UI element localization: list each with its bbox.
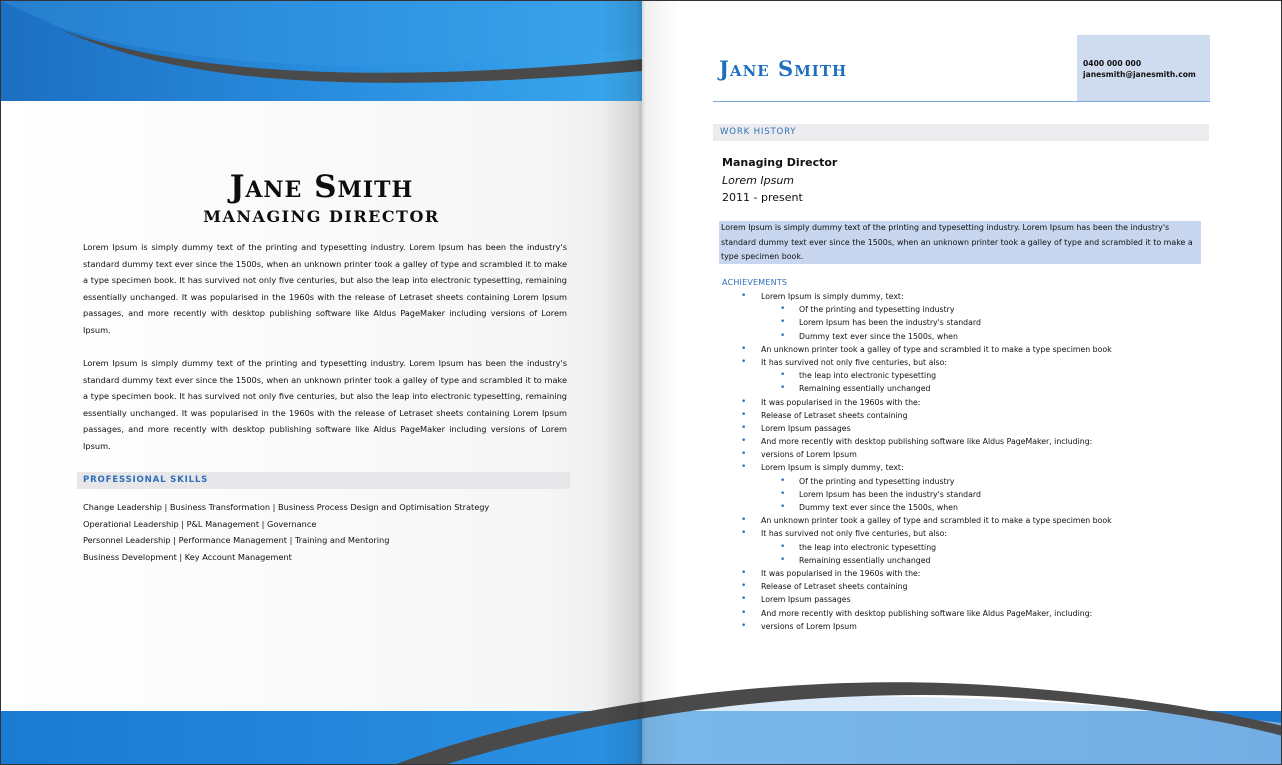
achievement-item <box>722 475 1112 488</box>
achievement-item <box>722 356 1112 369</box>
bullet-icon: • <box>741 515 747 526</box>
achievement-item <box>722 435 1112 448</box>
achievement-text: the leap into electronic typesetting <box>799 542 937 552</box>
email-address: janesmith@janesmith.com <box>1083 70 1196 79</box>
contact-box <box>1077 35 1210 101</box>
right-page <box>642 1 1282 765</box>
achievement-text: Lorem Ipsum passages <box>761 595 851 605</box>
bullet-icon: • <box>741 462 747 473</box>
achievement-item <box>722 501 1112 514</box>
bullet-icon: • <box>741 567 747 578</box>
achievement-item <box>722 620 1112 633</box>
skills-line: Business Development | Key Account Management <box>83 551 292 562</box>
achievement-text: Lorem Ipsum is simply dummy, text: <box>761 463 904 473</box>
bullet-icon: • <box>780 317 786 328</box>
bullet-icon: • <box>741 422 747 433</box>
achievement-item <box>722 461 1112 474</box>
achievement-text: Lorem Ipsum passages <box>761 423 851 433</box>
bullet-icon: • <box>780 304 786 315</box>
achievement-text: It has survived not only five centuries, but also: <box>761 357 947 367</box>
bullet-icon: • <box>741 594 747 605</box>
achievement-item <box>722 607 1112 620</box>
achievement-item <box>722 422 1112 435</box>
work-history-section-header <box>713 124 1209 141</box>
resume-name: Jane Smith <box>719 56 848 81</box>
left-page <box>1 1 642 765</box>
bullet-icon: • <box>741 396 747 407</box>
achievement-text: Remaining essentially unchanged <box>799 384 931 394</box>
achievement-item <box>722 488 1112 501</box>
skills-line: Operational Leadership | P&L Management | Governance <box>83 518 317 529</box>
achievement-text: Of the printing and typesetting industry <box>799 305 955 315</box>
achievement-text: Lorem Ipsum has been the industry's standard <box>799 318 981 328</box>
bullet-icon: • <box>741 607 747 618</box>
phone-number: 0400 000 000 <box>1083 59 1142 68</box>
achievement-text: Release of Letraset sheets containing <box>761 410 908 420</box>
bullet-icon: • <box>780 370 786 381</box>
bullet-icon: • <box>780 541 786 552</box>
achievement-text: Remaining essentially unchanged <box>799 555 931 565</box>
achievement-text: Release of Letraset sheets containing <box>761 582 908 592</box>
achievement-text: versions of Lorem Ipsum <box>761 621 857 631</box>
job-title: Managing Director <box>722 156 838 169</box>
achievement-text: It was popularised in the 1960s with the: <box>761 397 921 407</box>
skills-list <box>83 499 489 565</box>
cover-name: Jane Smith <box>229 169 414 205</box>
bullet-icon: • <box>741 291 747 301</box>
bullet-icon: • <box>741 343 747 354</box>
achievement-text: Dummy text ever since the 1500s, when <box>799 503 958 512</box>
bullet-icon: • <box>780 554 786 565</box>
bullet-icon: • <box>741 356 747 367</box>
work-history-heading: WORK HISTORY <box>720 127 797 137</box>
achievement-text: Of the printing and typesetting industry <box>799 476 955 486</box>
achievement-item <box>722 343 1112 356</box>
achievement-text: It has survived not only five centuries, but also: <box>761 529 947 539</box>
bullet-icon: • <box>780 475 786 486</box>
bullet-icon: • <box>780 502 786 512</box>
bullet-icon: • <box>741 409 747 420</box>
profile-paragraph-1: Lorem Ipsum is simply dummy text of the printing and typesetting industry. Lorem Ipsum has been the industry's standard dummy text ever since the 1500s, when an unknown printer took a galley of type and scrambled it to make a type specimen book. It has survived not only five centuries, but also the leap into electronic typesetting, remaining essentially unchanged. It was popularised in the 1960s with the release of Letraset sheets containing Lorem Ipsum passages, and more recently with desktop publishing software like Aldus PageMaker including versions of Lorem Ipsum. <box>83 242 567 335</box>
achievement-item <box>722 593 1112 606</box>
achievement-item <box>722 409 1112 422</box>
achievement-item <box>722 316 1112 329</box>
bullet-icon: • <box>741 449 747 460</box>
profile-paragraph-2: Lorem Ipsum is simply dummy text of the printing and typesetting industry. Lorem Ipsum has been the industry's standard dummy text ever since the 1500s, when an unknown printer took a galley of type and scrambled it to make a type specimen book. It has survived not only five centuries, but also the leap into electronic typesetting, remaining essentially unchanged. It was popularised in the 1960s with the release of Letraset sheets containing Lorem Ipsum passages, and more recently with desktop publishing software like Aldus PageMaker including versions of Lorem Ipsum. <box>83 358 567 451</box>
achievement-text: Lorem Ipsum has been the industry's standard <box>799 489 981 499</box>
skills-line: Personnel Leadership | Performance Management | Training and Mentoring <box>83 535 390 545</box>
achievement-item <box>722 303 1112 316</box>
bullet-icon: • <box>741 528 747 539</box>
cover-title: MANAGING DIRECTOR <box>203 207 440 226</box>
achievement-item <box>722 382 1112 395</box>
skills-line: Change Leadership | Business Transformation | Business Process Design and Optimisation Strategy <box>83 502 490 512</box>
achievement-text: And more recently with desktop publishing software like Aldus PageMaker, including: <box>761 608 1093 618</box>
achievement-text: An unknown printer took a galley of type and scrambled it to make a type specimen book <box>761 516 1112 526</box>
achievement-item <box>722 567 1112 580</box>
achievement-text: Dummy text ever since the 1500s, when <box>799 331 958 341</box>
employment-dates: 2011 - present <box>722 191 803 204</box>
bullet-icon: • <box>780 488 786 499</box>
bullet-icon: • <box>741 581 747 592</box>
skills-heading: PROFESSIONAL SKILLS <box>83 475 209 485</box>
achievements-list <box>722 290 1112 633</box>
achievement-text: the leap into electronic typesetting <box>799 371 937 381</box>
bullet-icon: • <box>780 383 786 394</box>
achievement-item <box>722 527 1112 540</box>
bullet-icon: • <box>741 620 747 631</box>
achievement-text: And more recently with desktop publishing software like Aldus PageMaker, including: <box>761 437 1093 447</box>
achievement-text: versions of Lorem Ipsum <box>761 450 857 460</box>
achievement-item <box>722 514 1112 527</box>
achievement-text: An unknown printer took a galley of type and scrambled it to make a type specimen book <box>761 344 1112 354</box>
achievement-item <box>722 290 1112 303</box>
achievement-text: Lorem Ipsum is simply dummy, text: <box>761 292 904 301</box>
achievement-item <box>722 448 1112 461</box>
achievement-item <box>722 330 1112 343</box>
role-summary: Lorem Ipsum is simply dummy text of the printing and typesetting industry. Lorem Ipsum has been the industry's standard dummy text ever since the 1500s, when an unknown printer took a galley of type and scrambled it to make a type specimen book. <box>719 221 1201 264</box>
achievements-heading: ACHIEVEMENTS <box>722 278 788 287</box>
header-divider <box>713 101 1210 102</box>
skills-section-header <box>77 472 570 489</box>
bullet-icon: • <box>741 436 747 447</box>
achievement-item <box>722 396 1112 409</box>
company-name: Lorem Ipsum <box>722 174 795 187</box>
achievement-item <box>722 369 1112 382</box>
achievement-item <box>722 554 1112 567</box>
achievement-item <box>722 580 1112 593</box>
achievement-text: It was popularised in the 1960s with the: <box>761 568 921 578</box>
achievement-item <box>722 541 1112 554</box>
bullet-icon: • <box>780 330 786 341</box>
